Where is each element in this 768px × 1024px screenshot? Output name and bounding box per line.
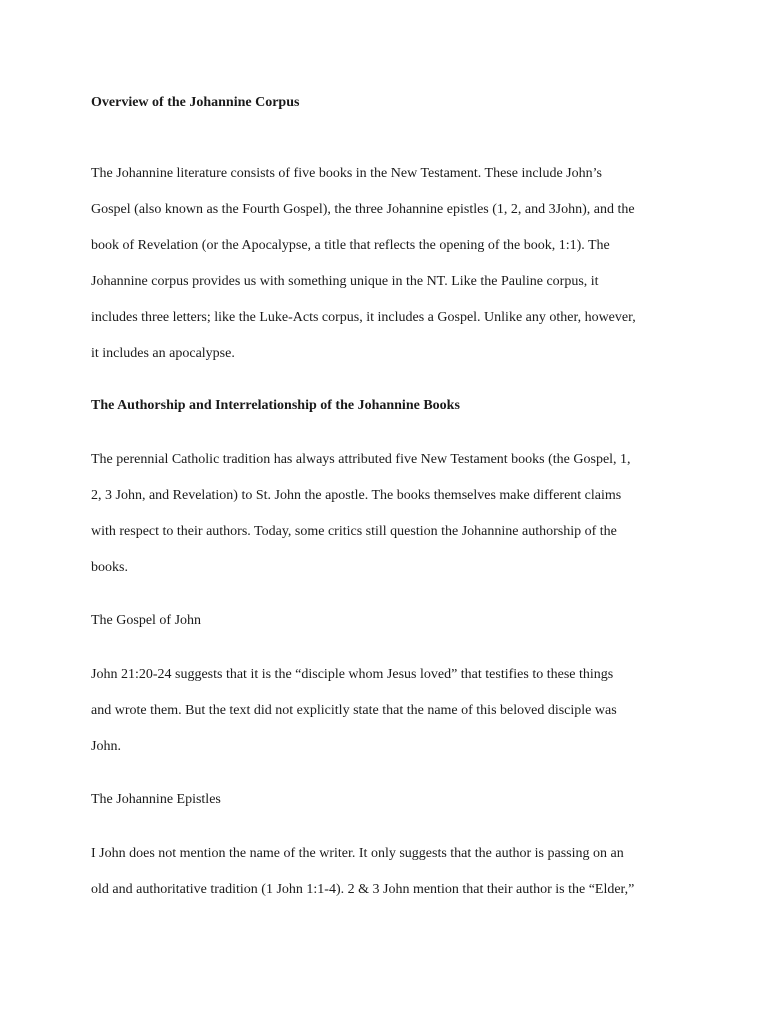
paragraph-line: 2, 3 John, and Revelation) to St. John the apostle. The books themselves make different claims — [91, 488, 622, 503]
paragraph-line: Johannine corpus provides us with something unique in the NT. Like the Pauline corpus, it — [91, 274, 599, 289]
subheading-text: The Johannine Epistles — [91, 792, 221, 807]
paragraph-line: The perennial Catholic tradition has always attributed five New Testament books (the Gospel, 1, — [91, 452, 631, 467]
paragraph-overview — [91, 156, 691, 372]
subheading-gospel — [91, 603, 691, 639]
paragraph-line: with respect to their authors. Today, some critics still question the Johannine authorship of the — [91, 524, 617, 539]
paragraph-line: includes three letters; like the Luke-Acts corpus, it includes a Gospel. Unlike any other, however, — [91, 310, 636, 325]
heading-authorship — [91, 388, 691, 424]
subheading-text: The Gospel of John — [91, 613, 202, 628]
paragraph-line: and wrote them. But the text did not explicitly state that the name of this beloved disciple was — [91, 703, 617, 718]
paragraph-line: John 21:20-24 suggests that it is the “disciple whom Jesus loved” that testifies to these things — [91, 667, 614, 682]
paragraph-line: it includes an apocalypse. — [91, 346, 235, 361]
paragraph-epistles — [91, 836, 691, 908]
paragraph-line: books. — [91, 560, 128, 575]
paragraph-line: I John does not mention the name of the writer. It only suggests that the author is passing on an — [91, 846, 624, 861]
paragraph-line: Gospel (also known as the Fourth Gospel), the three Johannine epistles (1, 2, and 3John), and the — [91, 202, 635, 217]
subheading-epistles — [91, 782, 691, 818]
paragraph-line: book of Revelation (or the Apocalypse, a title that reflects the opening of the book, 1:1). The — [91, 238, 610, 253]
heading-text: Overview of the Johannine Corpus — [91, 95, 300, 110]
paragraph-line: The Johannine literature consists of five books in the New Testament. These include John’s — [91, 166, 602, 181]
paragraph-authorship — [91, 442, 691, 586]
heading-text: The Authorship and Interrelationship of the Johannine Books — [91, 398, 460, 413]
paragraph-line: old and authoritative tradition (1 John 1:1-4). 2 & 3 John mention that their author is the “Elder,” — [91, 882, 635, 897]
heading-overview — [91, 85, 691, 121]
paragraph-line: John. — [91, 739, 121, 754]
paragraph-gospel — [91, 657, 691, 765]
